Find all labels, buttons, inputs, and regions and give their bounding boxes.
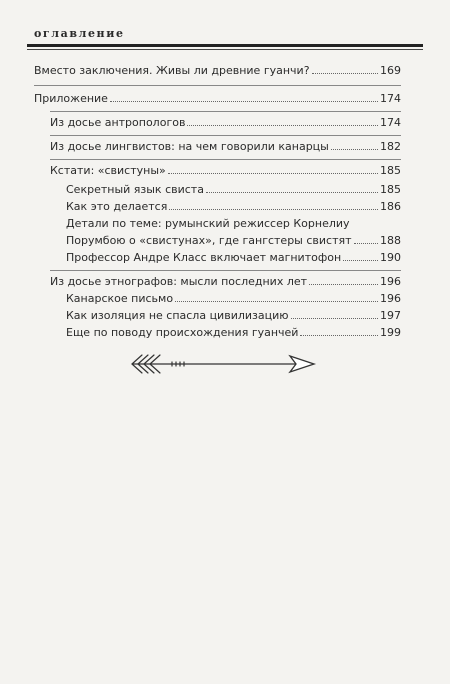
toc-entry-linguists[interactable]: [34, 140, 401, 153]
table-of-contents: [34, 58, 401, 339]
leader-dots: [312, 73, 378, 74]
toc-entry-page: 185: [380, 183, 401, 196]
leader-dots: [187, 125, 378, 126]
toc-entry-secret-language[interactable]: [34, 183, 401, 196]
toc-entry-canary-writing[interactable]: [34, 292, 401, 305]
leader-dots: [168, 173, 378, 174]
leader-dots: [175, 301, 378, 302]
leader-dots: [354, 243, 378, 244]
leader-dots: [110, 101, 378, 102]
toc-entry-origin[interactable]: [34, 326, 401, 339]
bleed-through-texture: [40, 390, 410, 664]
toc-entry-page: 196: [380, 292, 401, 305]
toc-entry-page: 186: [380, 200, 401, 213]
toc-entry-title: Из досье этнографов: мысли последних лет: [50, 275, 308, 288]
leader-dots: [291, 318, 378, 319]
page-header: [34, 22, 125, 41]
toc-entry-page: 197: [380, 309, 401, 322]
toc-entry-page: 182: [380, 140, 401, 153]
toc-entry-title: Еще по поводу происхождения гуанчей: [66, 326, 299, 339]
toc-entry-whistlers[interactable]: [34, 164, 401, 177]
header-title: оглавление: [34, 27, 125, 40]
toc-entry-page: 185: [380, 164, 401, 177]
leader-dots: [343, 260, 378, 261]
toc-entry-details[interactable]: [34, 217, 401, 247]
toc-entry-page: 174: [380, 92, 401, 105]
toc-entry-title: Приложение: [34, 92, 108, 105]
toc-entry-title: Из досье антропологов: [50, 116, 186, 129]
toc-entry-title: Секретный язык свиста: [66, 183, 204, 196]
toc-entry-title: Как это делается: [66, 200, 168, 213]
toc-entry-page: 190: [380, 251, 401, 264]
toc-entry-page: 169: [380, 64, 401, 77]
toc-entry-page: 199: [380, 326, 401, 339]
toc-entry-title-line-1: Детали по теме: румынский режиссер Корнелиу: [66, 217, 350, 230]
leader-dots: [331, 149, 378, 150]
header-rule-thin: [27, 49, 423, 50]
toc-entry-title: Профессор Андре Класс включает магнитофон: [66, 251, 342, 264]
toc-entry-page: 196: [380, 275, 401, 288]
toc-entry-appendix[interactable]: [34, 92, 401, 105]
leader-dots: [206, 192, 378, 193]
toc-entry-title: Вместо заключения. Живы ли древние гуанчи?: [34, 64, 310, 77]
toc-entry-title: Канарское письмо: [66, 292, 174, 305]
toc-entry-how-it-is-done[interactable]: [34, 200, 401, 213]
toc-entry-title: Кстати: «свистуны»: [50, 164, 166, 177]
leader-dots: [169, 209, 378, 210]
toc-entry-anthropologists[interactable]: [34, 116, 401, 129]
leader-dots: [300, 335, 378, 336]
toc-entry-title: [66, 217, 352, 247]
toc-entry-ethnographers[interactable]: [34, 275, 401, 288]
toc-entry-conclusion[interactable]: [34, 64, 401, 77]
toc-entry-title: Как изоляция не спасла цивилизацию: [66, 309, 289, 322]
leader-dots: [309, 284, 378, 285]
toc-entry-page: 188: [380, 234, 401, 247]
toc-entry-professor-klass[interactable]: [34, 251, 401, 264]
arrow-ornament-icon: [128, 350, 318, 382]
toc-entry-isolation[interactable]: [34, 309, 401, 322]
header-rule-thick: [27, 44, 423, 47]
toc-entry-title-line-2: Порумбою о «свистунах», где гангстеры свистят: [66, 234, 352, 247]
toc-entry-page: 174: [380, 116, 401, 129]
toc-entry-title: Из досье лингвистов: на чем говорили канарцы: [50, 140, 329, 153]
